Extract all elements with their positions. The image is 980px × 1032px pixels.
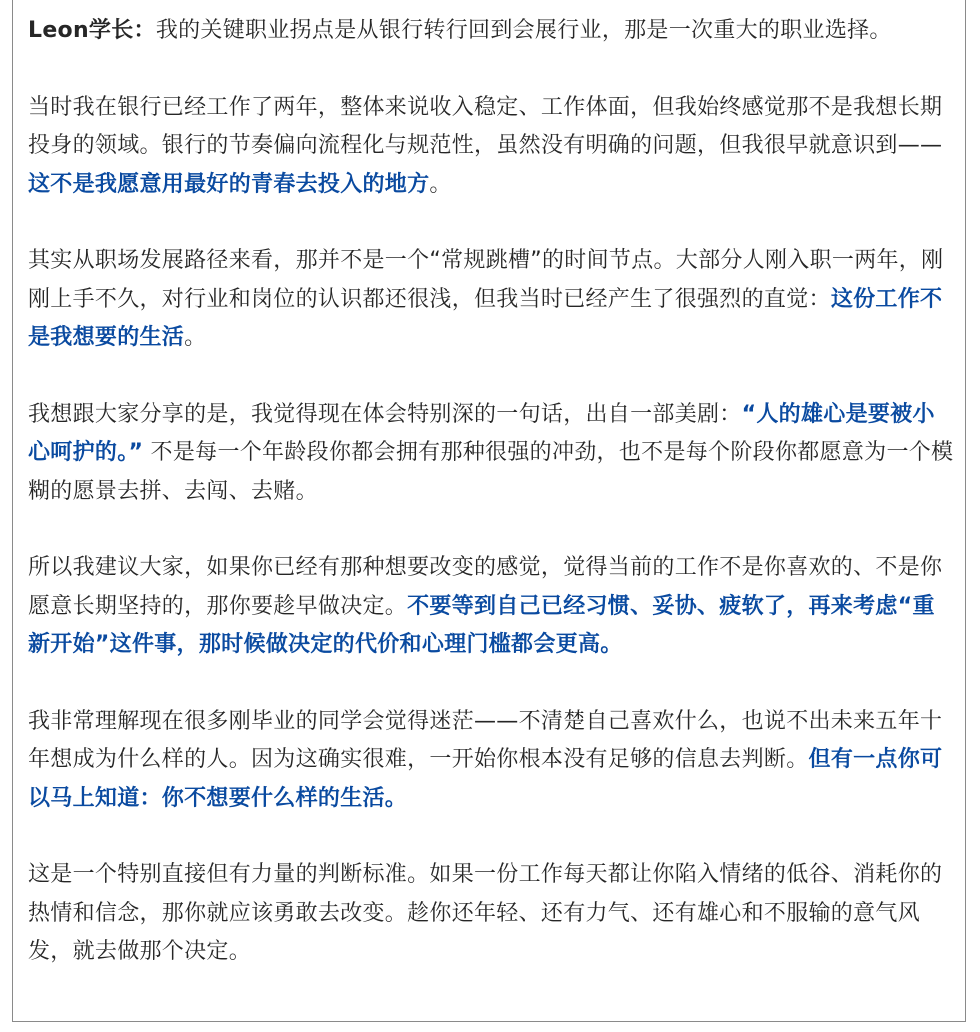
highlight-text: 不要等到自己已经习惯、妥协、疲软了，再来考虑“重新开始”这件事，那时候做决定的代价和心理门槛都会更高。	[28, 593, 935, 657]
paragraph-6	[28, 703, 954, 819]
paragraph-3	[28, 242, 954, 358]
paragraph-text: 当时我在银行已经工作了两年，整体来说收入稳定、工作体面，但我始终感觉那不是我想长期投身的领域。银行的节奏偏向流程化与规范性，虽然没有明确的问题，但我很早就意识到——	[28, 94, 943, 158]
paragraph-tail: 。	[429, 171, 452, 197]
paragraph-text: 其实从职场发展路径来看，那并不是一个“常规跳槽”的时间节点。大部分人刚入职一两年，刚刚上手不久，对行业和岗位的认识都还很浅，但我当时已经产生了很强烈的直觉：	[28, 248, 944, 312]
highlight-text: 这不是我愿意用最好的青春去投入的地方	[28, 171, 430, 197]
paragraph-text: 所以我建议大家，如果你已经有那种想要改变的感觉，觉得当前的工作不是你喜欢的、不是你愿意长期坚持的，那你要趁早做决定。	[28, 555, 943, 619]
paragraph-4	[28, 396, 954, 512]
paragraph-1	[28, 12, 954, 51]
speaker-label: Leon学长：	[28, 18, 156, 43]
paragraph-5	[28, 549, 954, 665]
paragraph-text: 这是一个特别直接但有力量的判断标准。如果一份工作每天都让你陷入情绪的低谷、消耗你的热情和信念，那你就应该勇敢去改变。趁你还年轻、还有力气、还有雄心和不服输的意气风发，就去做那个决定。	[28, 862, 943, 964]
paragraph-text: 我非常理解现在很多刚毕业的同学会觉得迷茫——不清楚自己喜欢什么，也说不出未来五年十年想成为什么样的人。因为这确实很难，一开始你根本没有足够的信息去判断。	[28, 708, 943, 772]
quote-highlight: “人的雄心是要被小心呵护的。”	[28, 401, 935, 465]
paragraph-tail: 。	[184, 325, 207, 350]
highlight-text: 但有一点你可以马上知道：你不想要什么样的生活。	[28, 747, 943, 811]
paragraph-tail: 不是每一个年龄段你都会拥有那种很强的冲劲，也不是每个阶段你都愿意为一个模糊的愿景去拼、去闯、去赌。	[28, 440, 954, 504]
paragraph-text: 我的关键职业拐点是从银行转行回到会展行业，那是一次重大的职业选择。	[155, 18, 892, 43]
paragraph-2	[28, 89, 954, 205]
article-body	[28, 12, 954, 1010]
paragraph-text: 我想跟大家分享的是，我觉得现在体会特别深的一句话，出自一部美剧：	[28, 401, 742, 427]
paragraph-7	[28, 856, 954, 972]
highlight-text: 这份工作不是我想要的生活	[28, 286, 943, 350]
